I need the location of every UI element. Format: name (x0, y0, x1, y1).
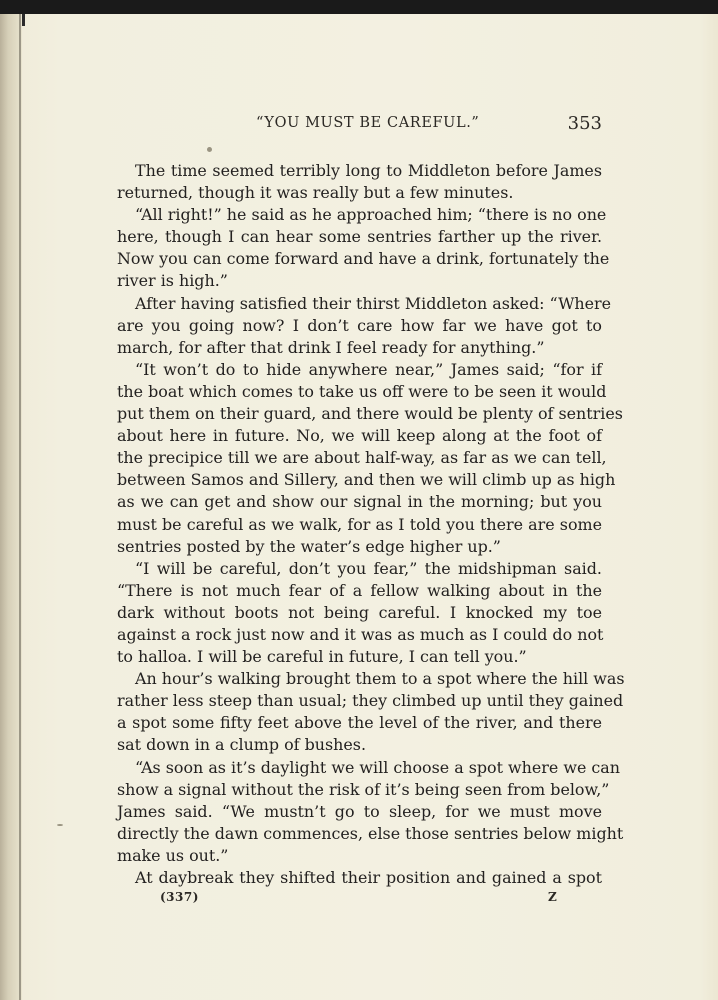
text-line: a spot some fifty feet above the level of the river, and there (117, 713, 602, 733)
text-line: the boat which comes to take us off were to be seen it would (117, 381, 607, 401)
paper-speck (57, 824, 63, 826)
text-line: After having satisfied their thirst Middleton asked: “Where (135, 293, 612, 313)
text-line: between Samos and Sillery, and then we will climb up as high (117, 470, 616, 490)
text-line: make us out.” (117, 845, 229, 865)
text-line: are you going now? I don’t care how far we have got to (117, 315, 602, 335)
text-line: sentries posted by the water’s edge higher up.” (117, 536, 501, 556)
page-footer (160, 890, 560, 910)
text-line: The time seemed terribly long to Middleton before James (135, 161, 602, 180)
signature-letter: Z (548, 890, 557, 904)
text-line: against a rock just now and it was as much as I could do not (117, 624, 604, 644)
text-line: directly the dawn commences, else those sentries below might (117, 823, 624, 843)
text-line: dark without boots not being careful. I knocked my toe (117, 602, 602, 622)
text-line: “All right!” he said as he approached him; “there is no one (135, 205, 607, 225)
text-line: to halloa. I will be careful in future, I can tell you.” (117, 647, 527, 667)
text-line: An hour’s walking brought them to a spot where the hill was (135, 669, 625, 689)
running-title: “YOU MUST BE CAREFUL.” (256, 115, 480, 131)
signature-number: (337) (160, 890, 199, 904)
text-line: as we can get and show our signal in the morning; but you (117, 492, 602, 512)
running-head (136, 115, 602, 139)
text-line: the precipice till we are about half-way, as far as we can tell, (117, 448, 607, 468)
page-number: 353 (567, 113, 602, 134)
scan-corner-mark (22, 14, 39, 26)
text-line: put them on their guard, and there would be plenty of sentries (117, 404, 623, 424)
text-line: must be careful as we walk, for as I told you there are some (117, 514, 602, 534)
text-line: rather less steep than usual; they climbed up until they gained (117, 691, 624, 711)
text-line: returned, though it was really but a few minutes. (117, 183, 514, 203)
text-line: about here in future. No, we will keep along at the foot of (117, 426, 602, 446)
text-line: sat down in a clump of bushes. (117, 735, 366, 755)
text-line: “It won’t do to hide anywhere near,” James said; “for if (135, 359, 602, 379)
text-line: here, though I can hear some sentries farther up the river. (117, 227, 602, 247)
book-page (0, 14, 718, 1000)
spine-shadow (19, 14, 21, 1000)
text-line: At daybreak they shifted their position and gained a spot (135, 868, 602, 887)
text-line: river is high.” (117, 271, 228, 291)
text-line: show a signal without the risk of it’s being seen from below,” (117, 779, 610, 799)
text-line: “There is not much fear of a fellow walking about in the (117, 580, 602, 600)
text-line: “I will be careful, don’t you fear,” the midshipman said. (135, 558, 602, 578)
body-text (117, 160, 625, 889)
text-line: James said. “We mustn’t go to sleep, for we must move (117, 801, 602, 821)
text-line: march, for after that drink I feel ready for anything.” (117, 337, 545, 357)
text-line: Now you can come forward and have a drink, fortunately the (117, 249, 610, 269)
text-line: “As soon as it’s daylight we will choose a spot where we can (135, 757, 621, 777)
paper-speck (207, 147, 212, 152)
